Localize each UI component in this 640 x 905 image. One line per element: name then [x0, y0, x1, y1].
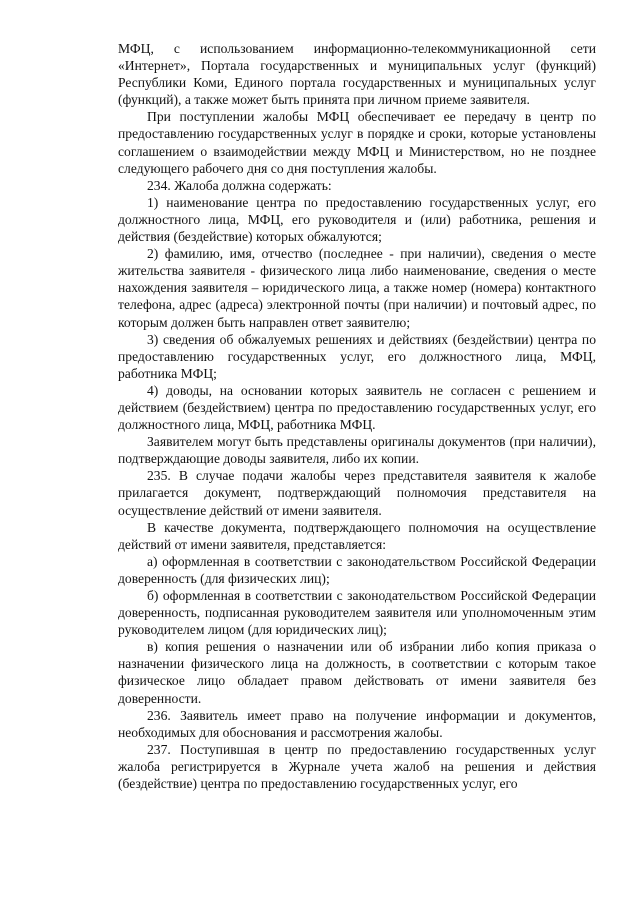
paragraph-mfc-transfer: При поступлении жалобы МФЦ обеспечивает ее передачу в центр по предоставлению государственных услуг в порядке и сроки, которые установлены соглашением о взаимодействии между МФЦ и Министерством, но не позднее следующего рабочего дня со дня поступления жалобы.: [118, 109, 596, 176]
paragraph-item-v: в) копия решения о назначении или об избрании либо копия приказа о назначении физического лица на должность, в соответствии с которым такое физическое лицо обладает правом действовать от имени заявителя без доверенности.: [118, 639, 596, 706]
paragraph-234-item-3: 3) сведения об обжалуемых решениях и действиях (бездействии) центра по предоставлению государственных услуг, его должностного лица, МФЦ, работника МФЦ;: [118, 331, 596, 381]
paragraph-234-heading: 234. Жалоба должна содержать:: [147, 177, 332, 193]
document-page: [118, 40, 596, 792]
paragraph-continuation: МФЦ, с использованием информационно-телекоммуникационной сети «Интернет», Портала государственных и муниципальных услуг (функций) Республики Коми, Единого портала государственных и муниципальных услуг (функций), а также может быть принята при личном приеме заявителя.: [118, 41, 596, 108]
paragraph-originals: Заявителем могут быть представлены оригиналы документов (при наличии), подтверждающие доводы заявителя, либо их копии.: [118, 434, 596, 467]
paragraph-235: 235. В случае подачи жалобы через представителя заявителя к жалобе прилагается документ, подтверждающий полномочия представителя на осуществление действий от имени заявителя.: [118, 468, 596, 518]
paragraph-234-item-2: 2) фамилию, имя, отчество (последнее - при наличии), сведения о месте жительства заявителя - физического лица либо наименование, сведения о месте нахождения заявителя – юридического лица, а также номер (номера) контактного телефона, адрес (адреса) электронной почты (при наличии) и почтовый адрес, по которым должен быть направлен ответ заявителю;: [118, 246, 596, 330]
paragraph-234-item-4: 4) доводы, на основании которых заявитель не согласен с решением и действием (бездействием) центра по предоставлению государственных услуг, его должностного лица, МФЦ, работника МФЦ.: [118, 382, 596, 433]
paragraph-item-a: а) оформленная в соответствии с законодательством Российской Федерации доверенность (для физических лиц);: [118, 553, 596, 586]
paragraph-236: 236. Заявитель имеет право на получение информации и документов, необходимых для обоснования и рассмотрения жалобы.: [118, 707, 596, 740]
paragraph-234-item-1: 1) наименование центра по предоставлению государственных услуг, его должностного лица, МФЦ, его руководителя и (или) работника, решения и действия (бездействие) которых обжалуются;: [118, 194, 596, 245]
paragraph-237: 237. Поступившая в центр по предоставлению государственных услуг жалоба регистрируется в Журнале учета жалоб на решения и действия (бездействие) центра по предоставлению государственных услуг, его: [118, 741, 596, 792]
paragraph-item-b: б) оформленная в соответствии с законодательством Российской Федерации доверенность, подписанная руководителем заявителя или уполномоченным этим руководителем лицом (для юридических лиц);: [118, 588, 596, 638]
paragraph-authority-document: В качестве документа, подтверждающего полномочия на осуществление действий от имени заявителя, представляется:: [118, 519, 596, 552]
